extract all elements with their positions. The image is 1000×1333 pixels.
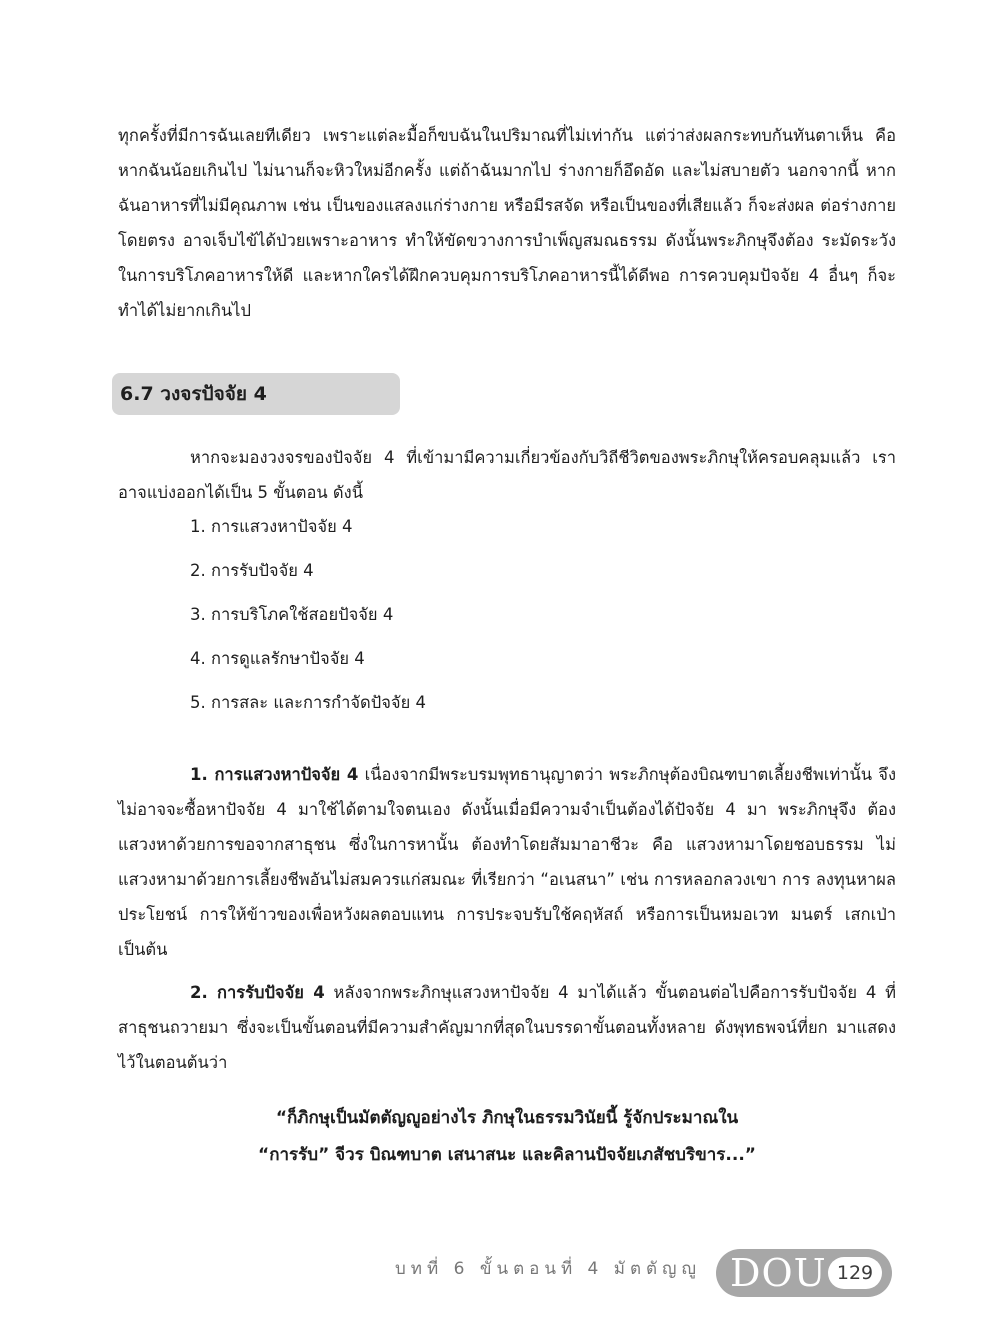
topic2-heading: 2. การรับปัจจัย 4 bbox=[190, 983, 325, 1002]
section-heading-box bbox=[112, 373, 400, 415]
topic2-body: หลังจากพระภิกษุแสวงหาปัจจัย 4 มาได้แล้ว ขั้นตอนต่อไปคือการรับปัจจัย 4 ที่สาธุชนถวายมา ซึ่งจะเป็นขั้นตอนที่มีความสำคัญมากที่สุดในบรรดาขั้นตอนทั้งหลาย ดังพุทธพจน์ที่ยก มาแสดงไว้ในตอนต้นว่า bbox=[118, 983, 896, 1072]
intro-paragraph: ทุกครั้งที่มีการฉันเลยทีเดียว เพราะแต่ละมื้อก็ขบฉันในปริมาณที่ไม่เท่ากัน แต่ว่าส่งผลกระทบกันทันตาเห็น คือหากฉันน้อยเกินไป ไม่นานก็จะหิวใหม่อีกครั้ง แต่ถ้าฉันมากไป ร่างกายก็อึดอัด และไม่สบายตัว นอกจากนี้ หากฉันอาหารที่ไม่มีคุณภาพ เช่น เป็นของแสลงแก่ร่างกาย หรือมีรสจัด หรือเป็นของที่เสียแล้ว ก็จะส่งผล ต่อร่างกายโดยตรง อาจเจ็บไข้ได้ป่วยเพราะอาหาร ทำให้ขัดขวางการบำเพ็ญสมณธรรม ดังนั้นพระภิกษุจึงต้อง ระมัดระวังในการบริโภคอาหารให้ดี และหากใครได้ฝึกควบคุมการบริโภคอาหารนี้ได้ดีพอ การควบคุมปัจจัย 4 อื่นๆ ก็จะทำได้ไม่ยากเกินไป bbox=[118, 126, 896, 320]
step-item: 5. การสละ และการกำจัดปัจจัย 4 bbox=[190, 693, 426, 712]
topic1-heading: 1. การแสวงหาปัจจัย 4 bbox=[190, 765, 359, 784]
quote-line-1: “ก็ภิกษุเป็นมัตตัญญูอย่างไร ภิกษุในธรรมวินัยนี้ รู้จักประมาณใน bbox=[275, 1108, 739, 1128]
quote-line-2: “การรับ” จีวร บิณฑบาต เสนาสนะ และคิลานปัจจัยเภสัชบริขาร...” bbox=[258, 1145, 756, 1165]
page-number: 129 bbox=[828, 1257, 882, 1289]
steps-list bbox=[190, 516, 426, 736]
step-item: 1. การแสวงหาปัจจัย 4 bbox=[190, 517, 353, 536]
footer-chapter-text: บทที่ 6 ขั้นตอนที่ 4 มัตตัญญู bbox=[395, 1259, 702, 1279]
section-intro: หากจะมองวงจรของปัจจัย 4 ที่เข้ามามีความเกี่ยวข้องกับวิถีชีวิตของพระภิกษุให้ครอบคลุมแล้ว เราอาจแบ่งออกได้เป็น 5 ขั้นตอน ดังนี้ bbox=[118, 448, 896, 502]
step-item: 2. การรับปัจจัย 4 bbox=[190, 561, 314, 580]
footer-badge bbox=[716, 1249, 892, 1297]
topic2-paragraph bbox=[118, 975, 896, 1080]
dou-logo: DOU bbox=[730, 1251, 827, 1295]
section-title: 6.7 วงจรปัจจัย 4 bbox=[120, 383, 267, 405]
step-item: 4. การดูแลรักษาปัจจัย 4 bbox=[190, 649, 365, 668]
buddha-quote bbox=[118, 1100, 896, 1174]
topic1-paragraph bbox=[118, 757, 896, 967]
topic1-body: เนื่องจากมีพระบรมพุทธานุญาตว่า พระภิกษุต้องบิณฑบาตเลี้ยงชีพเท่านั้น จึงไม่อาจจะซื้อหาปัจจัย 4 มาใช้ได้ตามใจตนเอง ดังนั้นเมื่อมีความจำเป็นต้องได้ปัจจัย 4 มา พระภิกษุจึง ต้องแสวงหาด้วยการขอจากสาธุชน ซึ่งในการหานั้น ต้องทำโดยสัมมาอาชีวะ คือ แสวงหามาโดยชอบธรรม ไม่แสวงหามาด้วยการเลี้ยงชีพอันไม่สมควรแก่สมณะ ที่เรียกว่า “อเนสนา” เช่น การหลอกลวงเขา การ ลงทุนหาผลประโยชน์ การให้ข้าวของเพื่อหวังผลตอบแทน การประจบรับใช้คฤหัสถ์ หรือการเป็นหมอเวท มนตร์ เสกเป่า เป็นต้น bbox=[118, 765, 896, 959]
step-item: 3. การบริโภคใช้สอยปัจจัย 4 bbox=[190, 605, 394, 624]
